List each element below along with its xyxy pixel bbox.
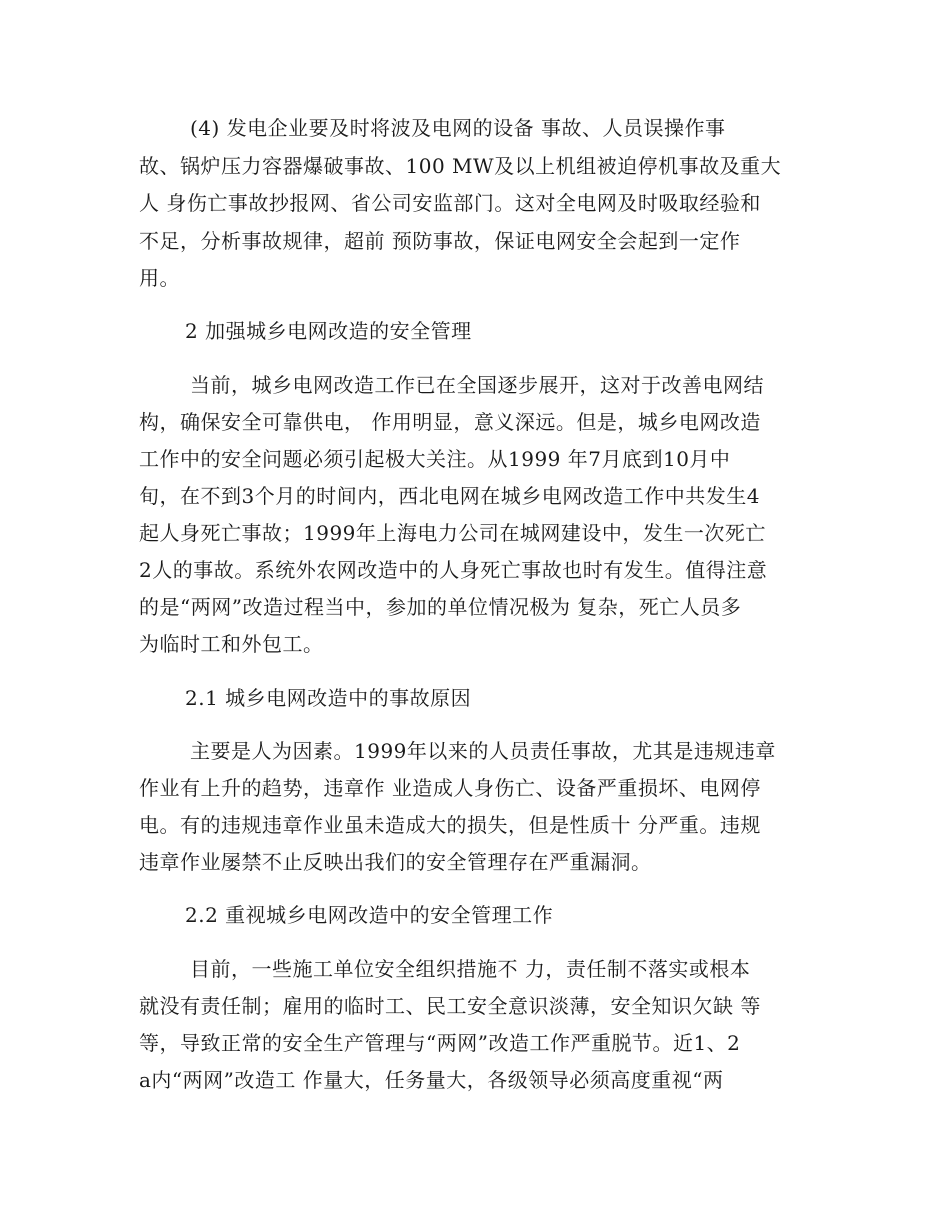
section-2-paragraph-line-2: 构，确保安全可靠供电， 作用明显，意义深远。但是，城乡电网改造 [139, 410, 761, 434]
paragraph-4-line-5: 用。 [139, 266, 180, 290]
paragraph-4-line-2: 故、锅炉压力容器爆破事故、100 MW及以上机组被迫停机事故及重大 [139, 154, 782, 178]
section-2-paragraph-line-6: 2人的事故。系统外农网改造中的人身死亡事故也时有发生。值得注意 [139, 558, 768, 582]
paragraph-4-line-1: (4) 发电企业要及时将波及电网的设备 事故、人员误操作事 [190, 116, 726, 140]
section-2-paragraph-line-8: 为临时工和外包工。 [139, 632, 324, 656]
section-2-paragraph-line-5: 起人身死亡事故；1999年上海电力公司在城网建设中，发生一次死亡 [139, 521, 766, 545]
section-2-paragraph-line-7: 的是“两网”改造过程当中，参加的单位情况极为 复杂，死亡人员多 [139, 595, 742, 619]
section-2-1-paragraph-line-4: 违章作业屡禁不止反映出我们的安全管理存在严重漏洞。 [139, 850, 652, 874]
section-heading-2: 2 加强城乡电网改造的安全管理 [185, 319, 472, 343]
section-2-paragraph-line-4: 旬，在不到3个月的时间内，西北电网在城乡电网改造工作中共发生4 [139, 484, 760, 508]
section-2-1-paragraph-line-1: 主要是人为因素。1999年以来的人员责任事故，尤其是违规违章 [190, 739, 776, 763]
section-2-2-paragraph-line-1: 目前，一些施工单位安全组织措施不 力，责任制不落实或根本 [190, 957, 751, 981]
section-2-1-paragraph-line-3: 电。有的违规违章作业虽未造成大的损失，但是性质十 分严重。违规 [139, 813, 761, 837]
section-2-2-paragraph-line-2: 就没有责任制；雇用的临时工、民工安全意识淡薄，安全知识欠缺 等 [139, 994, 761, 1018]
section-2-2-paragraph-line-3: 等，导致正常的安全生产管理与“两网”改造工作严重脱节。近1、2 [139, 1031, 741, 1055]
section-heading-2-2: 2.2 重视城乡电网改造中的安全管理工作 [185, 903, 554, 927]
section-2-paragraph-line-3: 工作中的安全问题必须引起极大关注。从1999 年7月底到10月中 [139, 447, 731, 471]
section-heading-2-1: 2.1 城乡电网改造中的事故原因 [185, 686, 472, 710]
section-2-2-paragraph-line-4: a内“两网”改造工 作量大，任务量大，各级领导必须高度重视“两 [139, 1068, 724, 1092]
section-2-1-paragraph-line-2: 作业有上升的趋势，违章作 业造成人身伤亡、设备严重损坏、电网停 [139, 776, 761, 800]
paragraph-4-line-4: 不足，分析事故规律，超前 预防事故，保证电网安全会起到一定作 [139, 229, 741, 253]
paragraph-4-line-3: 人 身伤亡事故抄报网、省公司安监部门。这对全电网及时吸取经验和 [139, 191, 761, 215]
section-2-paragraph-line-1: 当前，城乡电网改造工作已在全国逐步展开，这对于改善电网结 [190, 373, 764, 397]
